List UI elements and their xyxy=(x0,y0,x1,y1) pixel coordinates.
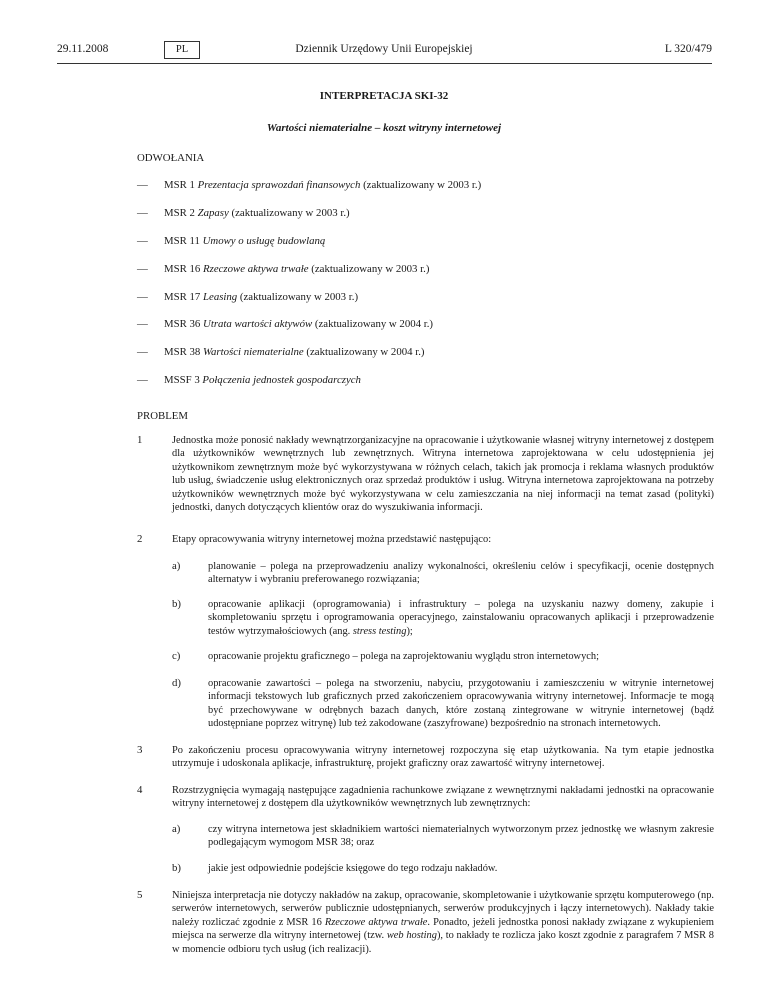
list-label: a) xyxy=(172,560,181,572)
list-item: planowanie – polega na przeprowadzeniu analizy wykonalności, określeniu celów i specyfikacji, ocenie dostępnych alternatyw i wybraniu preferowanego rozwiązania; xyxy=(208,561,714,586)
document-title: INTERPRETACJA SKI-32 xyxy=(319,90,449,102)
reference-item: — MSR 2 Zapasy (zaktualizowany w 2003 r.) xyxy=(137,207,350,219)
document-subtitle: Wartości niematerialne – koszt witryny internetowej xyxy=(266,122,502,134)
paragraph-1: Jednostka może ponosić nakłady wewnątrzorganizacyjne na opracowanie i użytkowanie własnej witryny internetowej z dostępem dla użytkowników wewnętrznych lub zewnętrznych. Witryna internetowa zaprojektowana w celu udostępnienia jej użytkownikom zewnętrznym może być wykorzystywana w różnych celach, takich jak promocja i reklama własnych produktów lub usług, świadczenie usług elektronicznych oraz sprzedaż produktów i usług. Witryna internetowa zaprojektowana na potrzeby użytkowników wewnętrznych może być wykorzystywana w celu zamieszczania na niej informacji na temat zasad (polityki) jednostki, danych dotyczących klientów oraz do wyszukiwania informacji. xyxy=(172,435,714,514)
reference-item: — MSR 16 Rzeczowe aktywa trwałe (zaktualizowany w 2003 r.) xyxy=(137,263,430,275)
list-item: opracowanie projektu graficznego – polega na zaprojektowaniu wyglądu stron internetowych; xyxy=(208,651,599,662)
paragraph-number: 2 xyxy=(137,533,143,545)
list-item: jakie jest odpowiednie podejście księgowe do tego rodzaju nakładów. xyxy=(208,863,498,874)
problem-heading: PROBLEM xyxy=(137,410,188,422)
paragraph-number: 3 xyxy=(137,744,143,756)
language-badge: PL xyxy=(164,41,200,59)
publication-date: 29.11.2008 xyxy=(57,43,109,55)
reference-item: — MSR 11 Umowy o usługę budowlaną xyxy=(137,235,326,247)
paragraph-3: Po zakończeniu procesu opracowywania witryny internetowej rozpoczyna się etap użytkowania. Na tym etapie jednostka utrzymuje i udoskonala aplikacje, infrastrukturę, projekt graficzny oraz zawartość witryny internetowej. xyxy=(172,745,714,770)
journal-title: Dziennik Urzędowy Unii Europejskiej xyxy=(295,43,473,55)
reference-item: — MSSF 3 Połączenia jednostek gospodarczych xyxy=(137,374,361,386)
list-label: d) xyxy=(172,677,181,689)
reference-item: — MSR 36 Utrata wartości aktywów (zaktualizowany w 2004 r.) xyxy=(137,318,434,330)
reference-item: — MSR 1 Prezentacja sprawozdań finansowych (zaktualizowany w 2003 r.) xyxy=(137,179,482,191)
references-heading: ODWOŁANIA xyxy=(137,152,205,164)
page-header xyxy=(0,41,768,61)
paragraph-5: Niniejsza interpretacja nie dotyczy nakładów na zakup, opracowanie, skompletowanie i użytkowanie sprzętu komputerowego (np. serwerów internetowych, serwerów publicznie udostępnianych, serwerów produkcyjnych i łączy internetowych). Nakłady takie należy rozliczać zgodnie z MSR 16 Rzeczowe aktywa trwałe. Ponadto, jeżeli jednostka ponosi nakłady związane z wykupieniem miejsca na serwerze dla witryny internetowej (tzw. web hosting), to nakłady te rozlicza jako koszt zgodnie z paragrafem 7 MSR 8 w momencie odbioru tych usług (ich realizacji). xyxy=(172,890,715,955)
header-rule xyxy=(57,63,712,64)
reference-item: — MSR 17 Leasing (zaktualizowany w 2003 r.) xyxy=(137,291,359,303)
list-item: opracowanie zawartości – polega na stworzeniu, nabyciu, przygotowaniu i zamieszczeniu w witrynie internetowej informacji tekstowych lub graficznych przed zakończeniem opracowywania witryny internetowej. Informacje te mogą być przechowywane w odrębnych bazach danych, które zostaną zintegrowane w witrynie internetowej (bądź udostępniane poprzez witrynę) lub też zakodowane (zaszyfrowane) bezpośrednio na stronach internetowych. xyxy=(208,678,714,730)
page-reference: L 320/479 xyxy=(664,43,712,55)
list-label: b) xyxy=(172,862,181,874)
reference-item: — MSR 38 Wartości niematerialne (zaktualizowany w 2004 r.) xyxy=(137,346,425,358)
paragraph-number: 4 xyxy=(137,784,143,796)
list-item: opracowanie aplikacji (oprogramowania) i infrastruktury – polega na uzyskaniu nazwy domeny, zakupie i skompletowaniu sprzętu i oprogramowania operacyjnego, zainstalowaniu opracowanych aplikacji i przeprowadzenie testów wytrzymałościowych (ang. stress testing); xyxy=(208,599,714,637)
paragraph-number: 5 xyxy=(137,889,143,901)
paragraph-2: Etapy opracowywania witryny internetowej można przedstawić następująco: xyxy=(172,534,492,545)
list-label: b) xyxy=(172,598,181,610)
list-item: czy witryna internetowa jest składnikiem wartości niematerialnych wytworzonym przez jednostkę we własnym zakresie podlegającym wymogom MSR 38; oraz xyxy=(208,824,714,849)
paragraph-4: Rozstrzygnięcia wymagają następujące zagadnienia rachunkowe związane z wewnętrznymi nakładami jednostki na opracowanie witryny internetowej z dostępem dla użytkowników wewnętrznych lub zewnętrznych: xyxy=(172,785,714,810)
list-label: c) xyxy=(172,650,181,662)
paragraph-number: 1 xyxy=(137,434,143,446)
list-label: a) xyxy=(172,823,181,835)
